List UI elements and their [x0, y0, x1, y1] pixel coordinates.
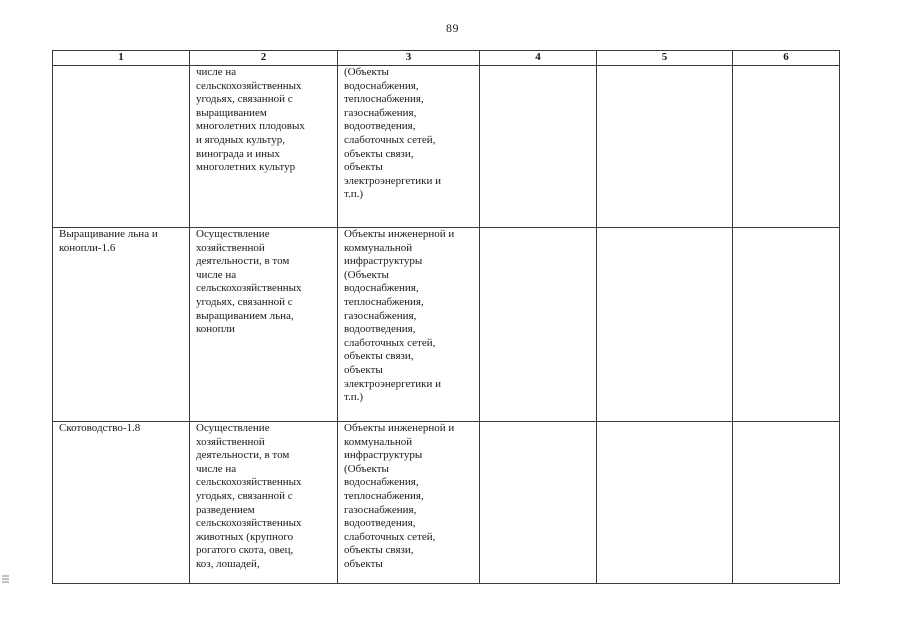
cell-text: Осуществление хозяйственной деятельности, в том числе на сельскохозяйственных угодьях, связанной с выращиванием льна, конопли	[196, 228, 302, 336]
cell-column-5	[597, 228, 733, 422]
cell-description	[190, 422, 338, 584]
cell-text: Скотоводство-1.8	[59, 422, 141, 434]
cell-use-type	[53, 66, 190, 228]
cell-text: Выращивание льна и конопли-1.6	[59, 228, 158, 254]
cell-column-6	[733, 66, 840, 228]
cell-auxiliary-use	[338, 66, 480, 228]
cell-text: числе на сельскохозяйственных угодьях, связанной с выращиванием многолетних плодовых и ягодных культур, винограда и иных многолетних культур	[196, 66, 305, 174]
cell-text: Осуществление хозяйственной деятельности, в том числе на сельскохозяйственных угодьях, связанной с разведением сельскохозяйственных животных (крупного рогатого скота, овец, коз, лошадей,	[196, 422, 302, 570]
cell-column-4	[480, 422, 597, 584]
column-header-6: 6	[733, 51, 840, 66]
column-header-5: 5	[597, 51, 733, 66]
cell-description	[190, 66, 338, 228]
table-row	[53, 66, 840, 228]
land-use-table	[52, 50, 840, 584]
cell-column-4	[480, 228, 597, 422]
table-row	[53, 422, 840, 584]
table-header-row	[53, 51, 840, 66]
cell-column-4	[480, 66, 597, 228]
column-header-3: 3	[338, 51, 480, 66]
cell-use-type	[53, 228, 190, 422]
cell-text: Объекты инженерной и коммунальной инфраструктуры (Объекты водоснабжения, теплоснабжения, газоснабжения, водоотведения, слаботочных сетей, объекты связи, объекты электроэнергетики и т.п.)	[344, 228, 455, 404]
cell-column-5	[597, 422, 733, 584]
column-header-1: 1	[53, 51, 190, 66]
cell-column-6	[733, 228, 840, 422]
cell-description	[190, 228, 338, 422]
column-header-2: 2	[190, 51, 338, 66]
cell-use-type	[53, 422, 190, 584]
cell-text: (Объекты водоснабжения, теплоснабжения, газоснабжения, водоотведения, слаботочных сетей, объекты связи, объекты электроэнергетики и т.п.)	[344, 66, 441, 201]
cell-column-6	[733, 422, 840, 584]
cell-text: Объекты инженерной и коммунальной инфраструктуры (Объекты водоснабжения, теплоснабжения, газоснабжения, водоотведения, слаботочных сетей, объекты связи, объекты	[344, 422, 455, 570]
cell-column-5	[597, 66, 733, 228]
cell-auxiliary-use	[338, 228, 480, 422]
column-header-4: 4	[480, 51, 597, 66]
scan-artifact-icon	[2, 574, 10, 586]
table-row	[53, 228, 840, 422]
cell-auxiliary-use	[338, 422, 480, 584]
margin-scan-mark	[2, 574, 10, 586]
page-number: 89	[446, 21, 459, 35]
